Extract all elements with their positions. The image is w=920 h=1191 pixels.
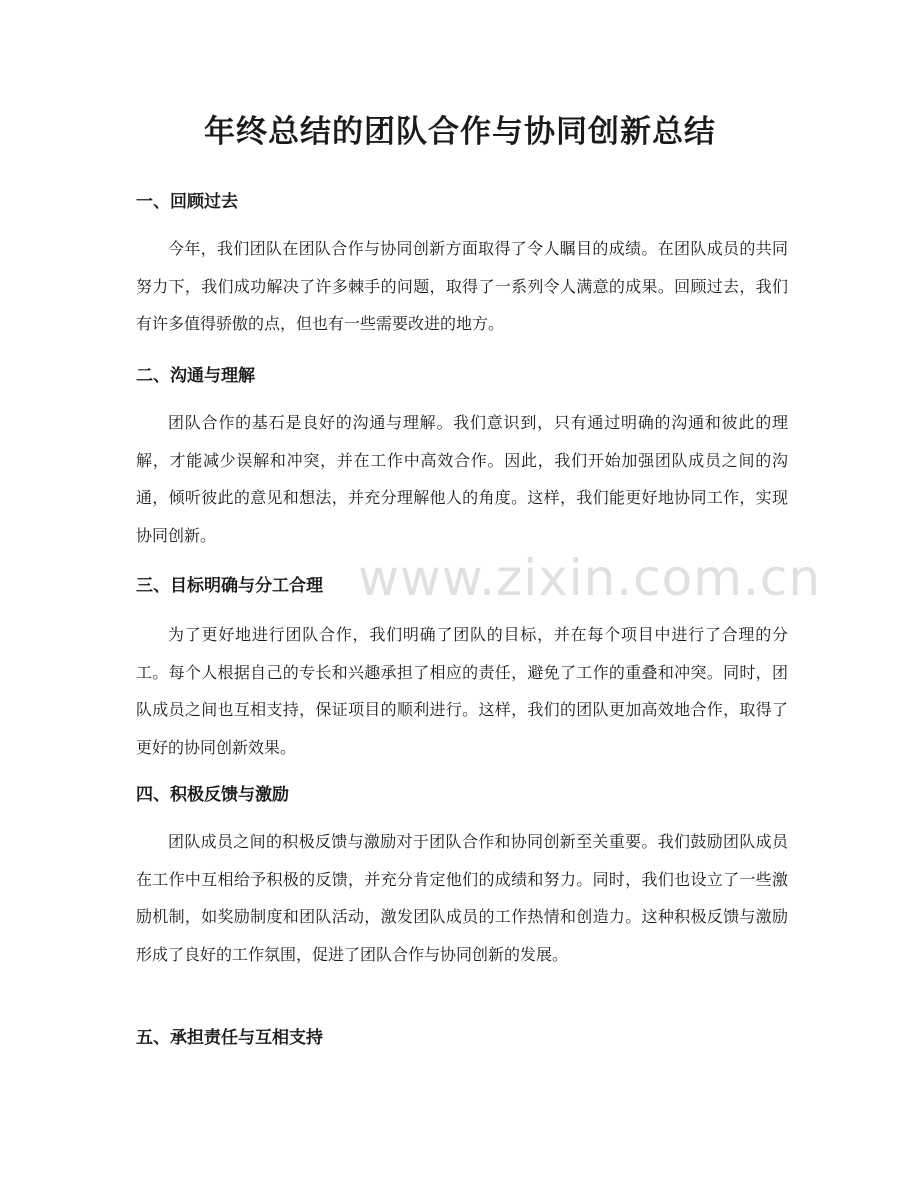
document-title: 年终总结的团队合作与协同创新总结 [204,114,716,150]
section-heading-review: 一、回顾过去 [136,192,238,212]
section-heading-feedback: 四、积极反馈与激励 [136,785,289,805]
section-heading-responsibility: 五、承担责任与互相支持 [136,1028,323,1048]
section-paragraph-communication: 团队合作的基石是良好的沟通与理解。我们意识到，只有通过明确的沟通和彼此的理解，才能减少误解和冲突，并在工作中高效合作。因此，我们开始加强团队成员之间的沟通，倾听彼此的意见和想法，并充分理解他人的角度。这样，我们能更好地协同工作，实现协同创新。 [136,413,788,545]
section-paragraph-feedback: 团队成员之间的积极反馈与激励对于团队合作和协同创新至关重要。我们鼓励团队成员在工作中互相给予积极的反馈，并充分肯定他们的成绩和努力。同时，我们也设立了一些激励机制，如奖励制度和团队活动，激发团队成员的工作热情和创造力。这种积极反馈与激励形成了良好的工作氛围，促进了团队合作与协同创新的发展。 [136,832,788,964]
watermark-text: www.zixin.com.cn [358,549,822,607]
section-paragraph-goals: 为了更好地进行团队合作，我们明确了团队的目标，并在每个项目中进行了合理的分工。每个人根据自己的专长和兴趣承担了相应的责任，避免了工作的重叠和冲突。同时，团队成员之间也互相支持，保证项目的顺利进行。这样，我们的团队更加高效地合作，取得了更好的协同创新效果。 [136,625,788,757]
section-paragraph-review: 今年，我们团队在团队合作与协同创新方面取得了令人瞩目的成绩。在团队成员的共同努力下，我们成功解决了许多棘手的问题，取得了一系列令人满意的成果。回顾过去，我们有许多值得骄傲的点，但也有一些需要改进的地方。 [136,239,788,333]
section-heading-communication: 二、沟通与理解 [136,366,255,386]
section-heading-goals: 三、目标明确与分工合理 [136,576,323,596]
